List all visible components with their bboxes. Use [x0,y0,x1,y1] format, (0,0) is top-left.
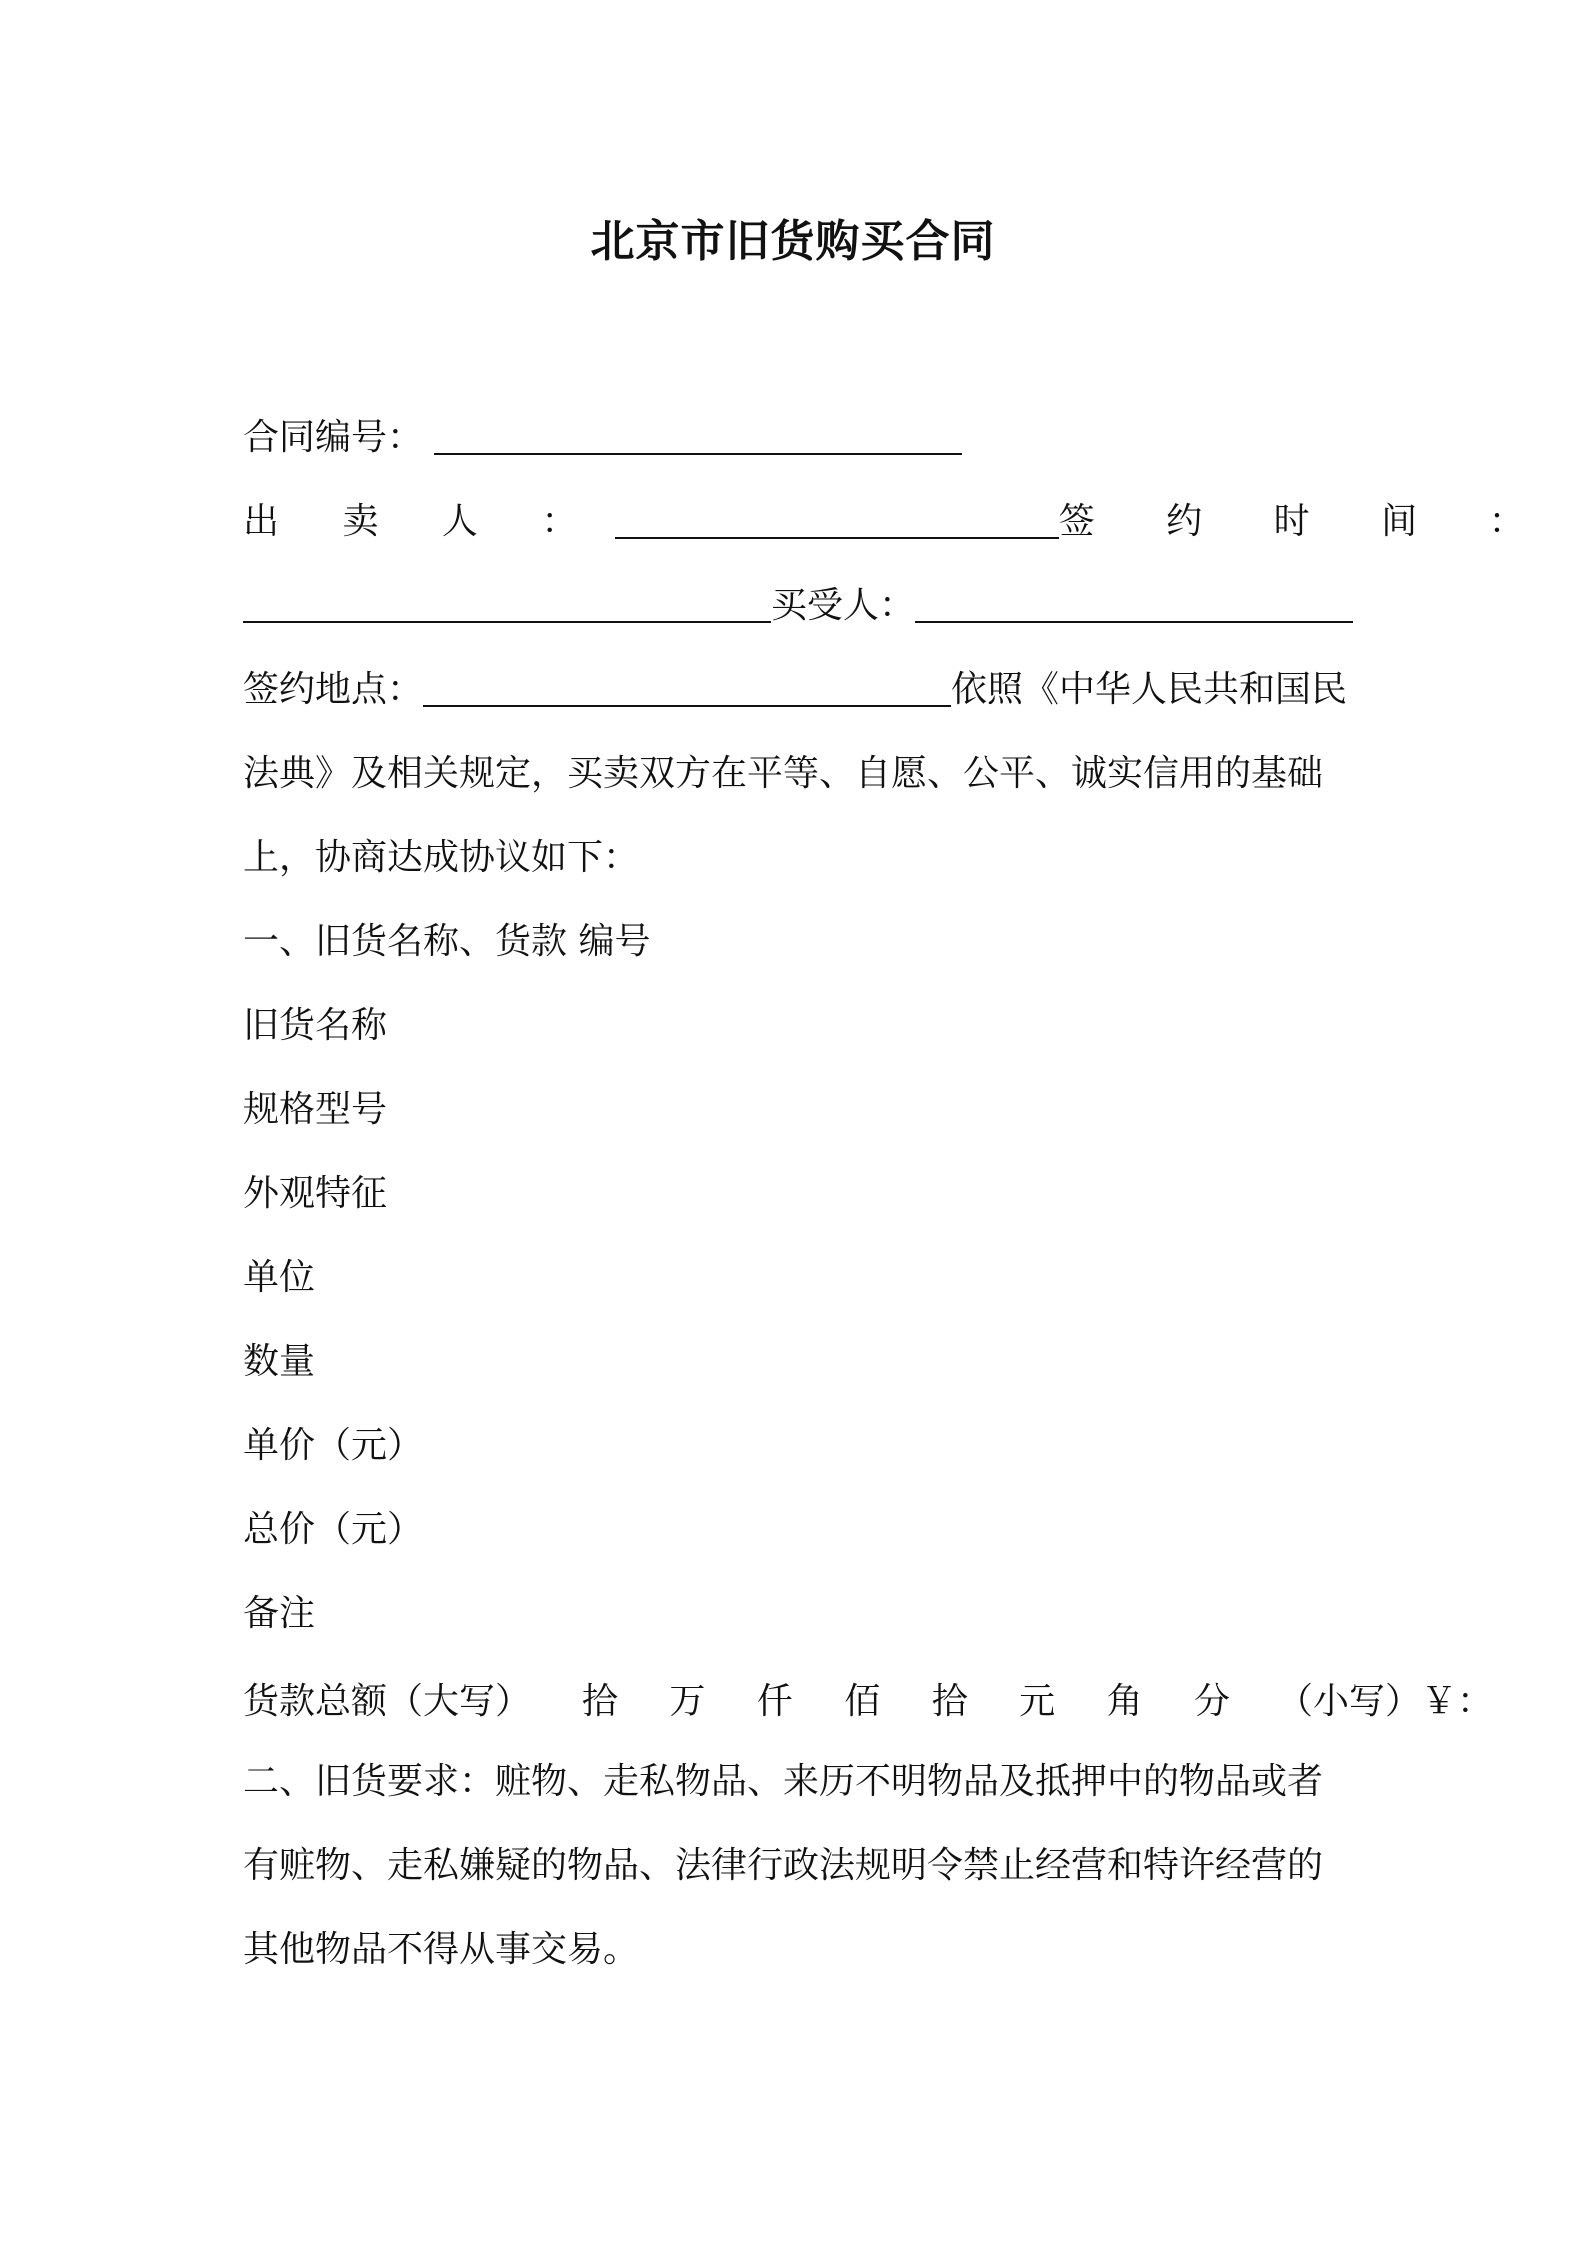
section1-heading: 一、旧货名称、货款 编号 [243,921,651,962]
preamble-start: 依照《中华人民共和国民 [951,669,1348,710]
document-title: 北京市旧货购买合同 [590,216,996,267]
field-appearance: 外观特征 [243,1173,388,1214]
contract-number-blank[interactable] [434,413,962,455]
field-unit: 单位 [243,1257,316,1298]
field-quantity: 数量 [243,1341,316,1382]
field-item-name: 旧货名称 [243,1005,388,1046]
sign-time-blank[interactable] [243,581,771,623]
buyer-blank[interactable] [915,581,1353,623]
field-remarks: 备注 [243,1593,316,1634]
contract-number-line [243,412,1353,464]
section2-line-1: 二、旧货要求：赃物、走私物品、来历不明物品及抵押中的物品或者 [243,1761,1324,1802]
amount-line [243,1676,1493,1728]
section2-line-2: 有赃物、走私嫌疑的物品、法律行政法规明令禁止经营和特许经营的 [243,1845,1324,1886]
field-unit-price: 单价（元） [243,1425,424,1466]
buyer-line [243,580,1353,632]
sign-place-line [243,664,1353,716]
sign-time-label: 签 约 时 间 ： [1058,501,1555,542]
amount-capital-label: 货款总额（大写） [243,1681,532,1722]
section2-line-3: 其他物品不得从事交易。 [243,1929,640,1970]
amount-units: 拾 万 仟 佰 拾 元 角 分 [581,1681,1251,1722]
preamble-line-3: 上，协商达成协议如下： [243,837,640,878]
sign-place-label: 签约地点： [243,669,424,710]
amount-small-label: （小写）￥： [1276,1681,1493,1722]
buyer-label: 买受人： [771,585,916,626]
sign-place-blank[interactable] [423,665,951,707]
seller-blank[interactable] [615,497,1059,539]
preamble-line-2: 法典》及相关规定，买卖双方在平等、自愿、公平、诚实信用的基础 [243,753,1324,794]
seller-label: 出 卖 人 ： [243,501,604,542]
seller-line [243,496,1555,548]
contract-number-label: 合同编号： [243,417,424,458]
field-total-price: 总价（元） [243,1509,424,1550]
field-spec-model: 规格型号 [243,1089,388,1130]
